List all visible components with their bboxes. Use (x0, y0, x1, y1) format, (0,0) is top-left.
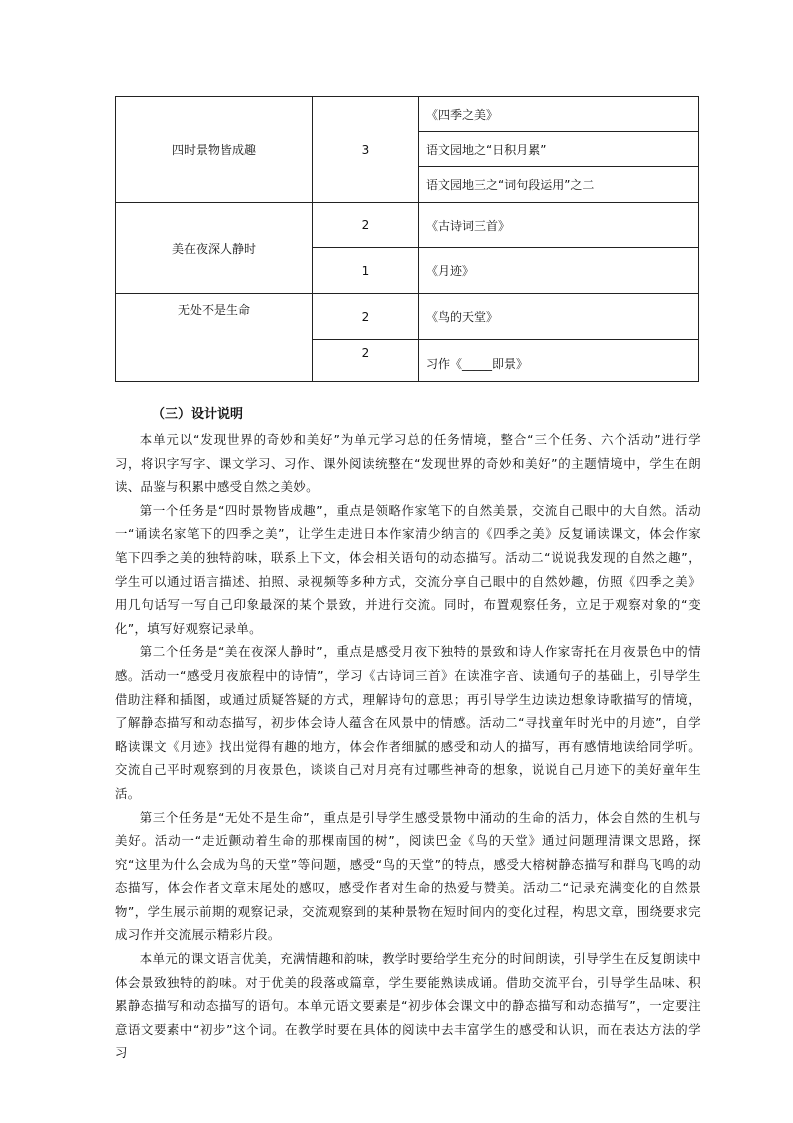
hours-cell: 3 (313, 97, 419, 203)
paragraph: 第一个任务是“四时景物皆成趣”，重点是领略作家笔下的自然美景，交流自己眼中的大自然。活动一“诵读名家笔下的四季之美”，让学生走进日本作家清少纳言的《四季之美》反复诵读课文，体会作家笔下四季之美的独特韵味，联系上下文，体会相关语句的动态描写。活动二“说说我发现的自然之趣”，学生可以通过语言描述、拍照、录视频等多种方式，交流分享自己眼中的自然妙趣，仿照《四季之美》用几句话写一写自己印象最深的某个景致，并进行交流。同时，布置观察任务，立足于观察对象的“变化”，填写好观察记录单。 (115, 502, 701, 636)
paragraph: 本单元以“发现世界的奇妙和美好”为单元学习总的任务情境，整合“三个任务、六个活动”进行学习，将识字写字、课文学习、习作、课外阅读统整在“发现世界的奇妙和美好”的主题情境中，学生在朗读、品鉴与积累中感受自然之美妙。 (115, 432, 701, 495)
content-cell: 《古诗词三首》 (419, 203, 699, 248)
content-cell: 语文园地三之“词句段运用”之二 (419, 167, 699, 203)
paragraph: 本单元的课文语言优美，充满情趣和韵味，教学时要给学生充分的时间朗读，引导学生在反复朗读中体会景致独特的韵味。对于优美的段落或篇章，学生要能熟读成诵。借助交流平台，引导学生品味、积累静态描写和动态描写的语句。本单元语文要素是“初步体会课文中的静态描写和动态描写”，一定要注意语文要素中“初步”这个词。在教学时要在具体的阅读中去丰富学生的感受和认识，而在表达方法的学习 (115, 951, 701, 1061)
content-cell: 《鸟的天堂》 (419, 294, 699, 340)
task-cell: 四时景物皆成趣 (116, 97, 313, 203)
section-title: （三）设计说明 (152, 407, 244, 422)
task-cell: 无处不是生命 (116, 294, 313, 382)
content-cell: 语文园地之“日积月累” (419, 132, 699, 167)
content-cell: 习作《_____即景》 (419, 340, 699, 382)
content-cell: 《月迹》 (419, 248, 699, 294)
hours-cell: 2 (313, 203, 419, 248)
content-cell: 《四季之美》 (419, 97, 699, 132)
paragraph: 第三个任务是“无处不是生命”，重点是引导学生感受景物中涌动的生命的活力，体会自然的生机与美好。活动一“走近颤动着生命的那棵南国的树”，阅读巴金《鸟的天堂》通过问题理清课文思路，探究“这里为什么会成为鸟的天堂”等问题，感受“鸟的天堂”的特点，感受大榕树静态描写和群鸟飞鸣的动态描写，体会作者文章末尾处的感叹，感受作者对生命的热爱与赞美。活动二“记录充满变化的自然景物”，学生展示前期的观察记录，交流观察到的某种景物在短时间内的变化过程，构思文章，围绕要求完成习作并交流展示精彩片段。 (115, 809, 701, 943)
plan-table (115, 96, 699, 382)
hours-cell: 2 (313, 340, 419, 382)
task-cell: 美在夜深人静时 (116, 203, 313, 294)
design-notes (115, 428, 701, 1065)
hours-cell: 2 (313, 294, 419, 340)
paragraph: 第二个任务是“美在夜深人静时”，重点是感受月夜下独特的景致和诗人作家寄托在月夜景色中的情感。活动一“感受月夜旅程中的诗情”，学习《古诗词三首》在读准字音、读通句子的基础上，引导学生借助注释和插图，或通过质疑答疑的方式，理解诗句的意思；再引导学生边读边想象诗歌描写的情境，了解静态描写和动态描写，初步体会诗人蕴含在风景中的情感。活动二“寻找童年时光中的月迹”，自学略读课文《月迹》找出觉得有趣的地方，体会作者细腻的感受和动人的描写，再有感情地读给同学听。交流自己平时观察到的月夜景色，谈谈自己对月亮有过哪些神奇的想象，说说自己月迹下的美好童年生活。 (115, 644, 701, 801)
hours-cell: 1 (313, 248, 419, 294)
